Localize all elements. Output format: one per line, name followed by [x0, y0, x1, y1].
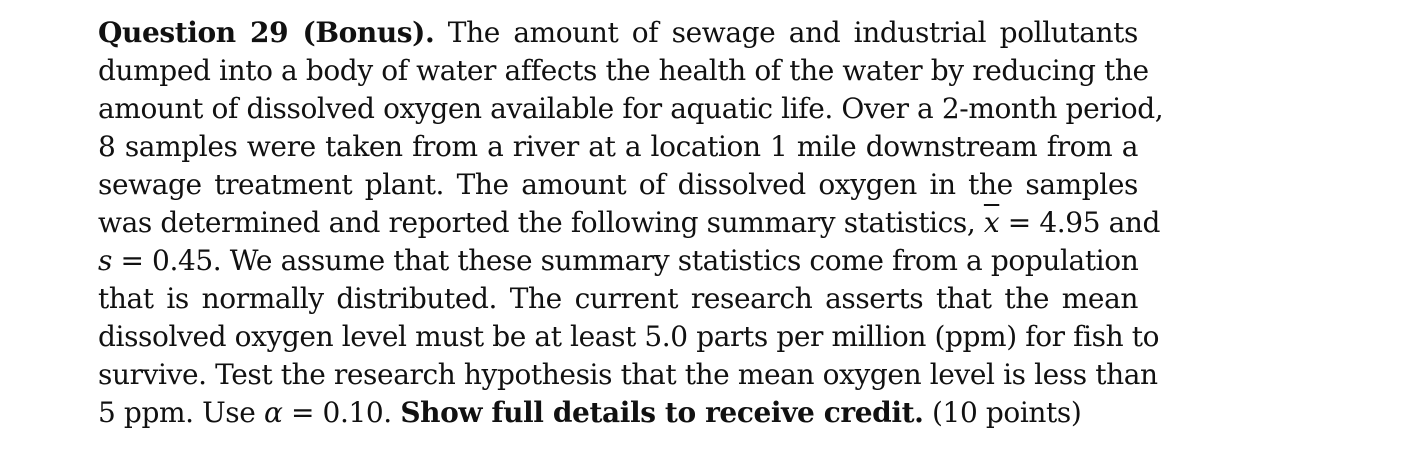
question-line-4 — [98, 129, 1138, 165]
question-text-3: amount of dissolved oxygen available for aquatic life. Over a 2-month period, — [98, 92, 1164, 125]
question-text-4: 8 samples were taken from a river at a location 1 mile downstream from a — [98, 130, 1138, 163]
question-text-5: sewage treatment plant. The amount of dissolved oxygen in the samples — [98, 168, 1138, 201]
question-text-8: that is normally distributed. The current research asserts that the mean — [98, 282, 1138, 315]
points-label: (10 points) — [932, 396, 1082, 429]
sample-sd-symbol: s — [98, 244, 112, 277]
sample-mean-value: = 4.95 and — [1007, 206, 1161, 239]
question-heading: Question 29 (Bonus). — [98, 16, 435, 49]
alpha-value: = 0.10. — [291, 396, 392, 429]
question-text-9: dissolved oxygen level must be at least 5.0 parts per million (ppm) for fish to — [98, 320, 1160, 353]
question-line-10 — [98, 357, 1158, 393]
question-text-10: survive. Test the research hypothesis that the mean oxygen level is less than — [98, 358, 1158, 391]
question-line-7 — [98, 243, 1138, 279]
question-line-9 — [98, 319, 1160, 355]
question-line-8 — [98, 281, 1138, 317]
question-line-3 — [98, 91, 1164, 127]
alpha-symbol: α — [263, 396, 283, 429]
sample-mean-symbol: $\overline{x}$ — [983, 206, 1000, 239]
question-line-2 — [98, 53, 1149, 89]
question-line-5 — [98, 167, 1138, 203]
question-line-6 — [98, 205, 1161, 241]
instruction-bold: Show full details to receive credit. — [400, 396, 924, 429]
question-intro: The amount of sewage and industrial pollutants — [447, 16, 1138, 49]
question-line-1 — [98, 15, 1138, 51]
question-text-2: dumped into a body of water affects the health of the water by reducing the — [98, 54, 1149, 87]
question-document — [98, 10, 1164, 440]
question-line-11 — [98, 395, 1081, 431]
question-text-11: 5 ppm. Use — [98, 396, 256, 429]
question-text-7: = 0.45. We assume that these summary statistics come from a population — [120, 244, 1139, 277]
question-text-6: was determined and reported the following summary statistics, — [98, 206, 976, 239]
